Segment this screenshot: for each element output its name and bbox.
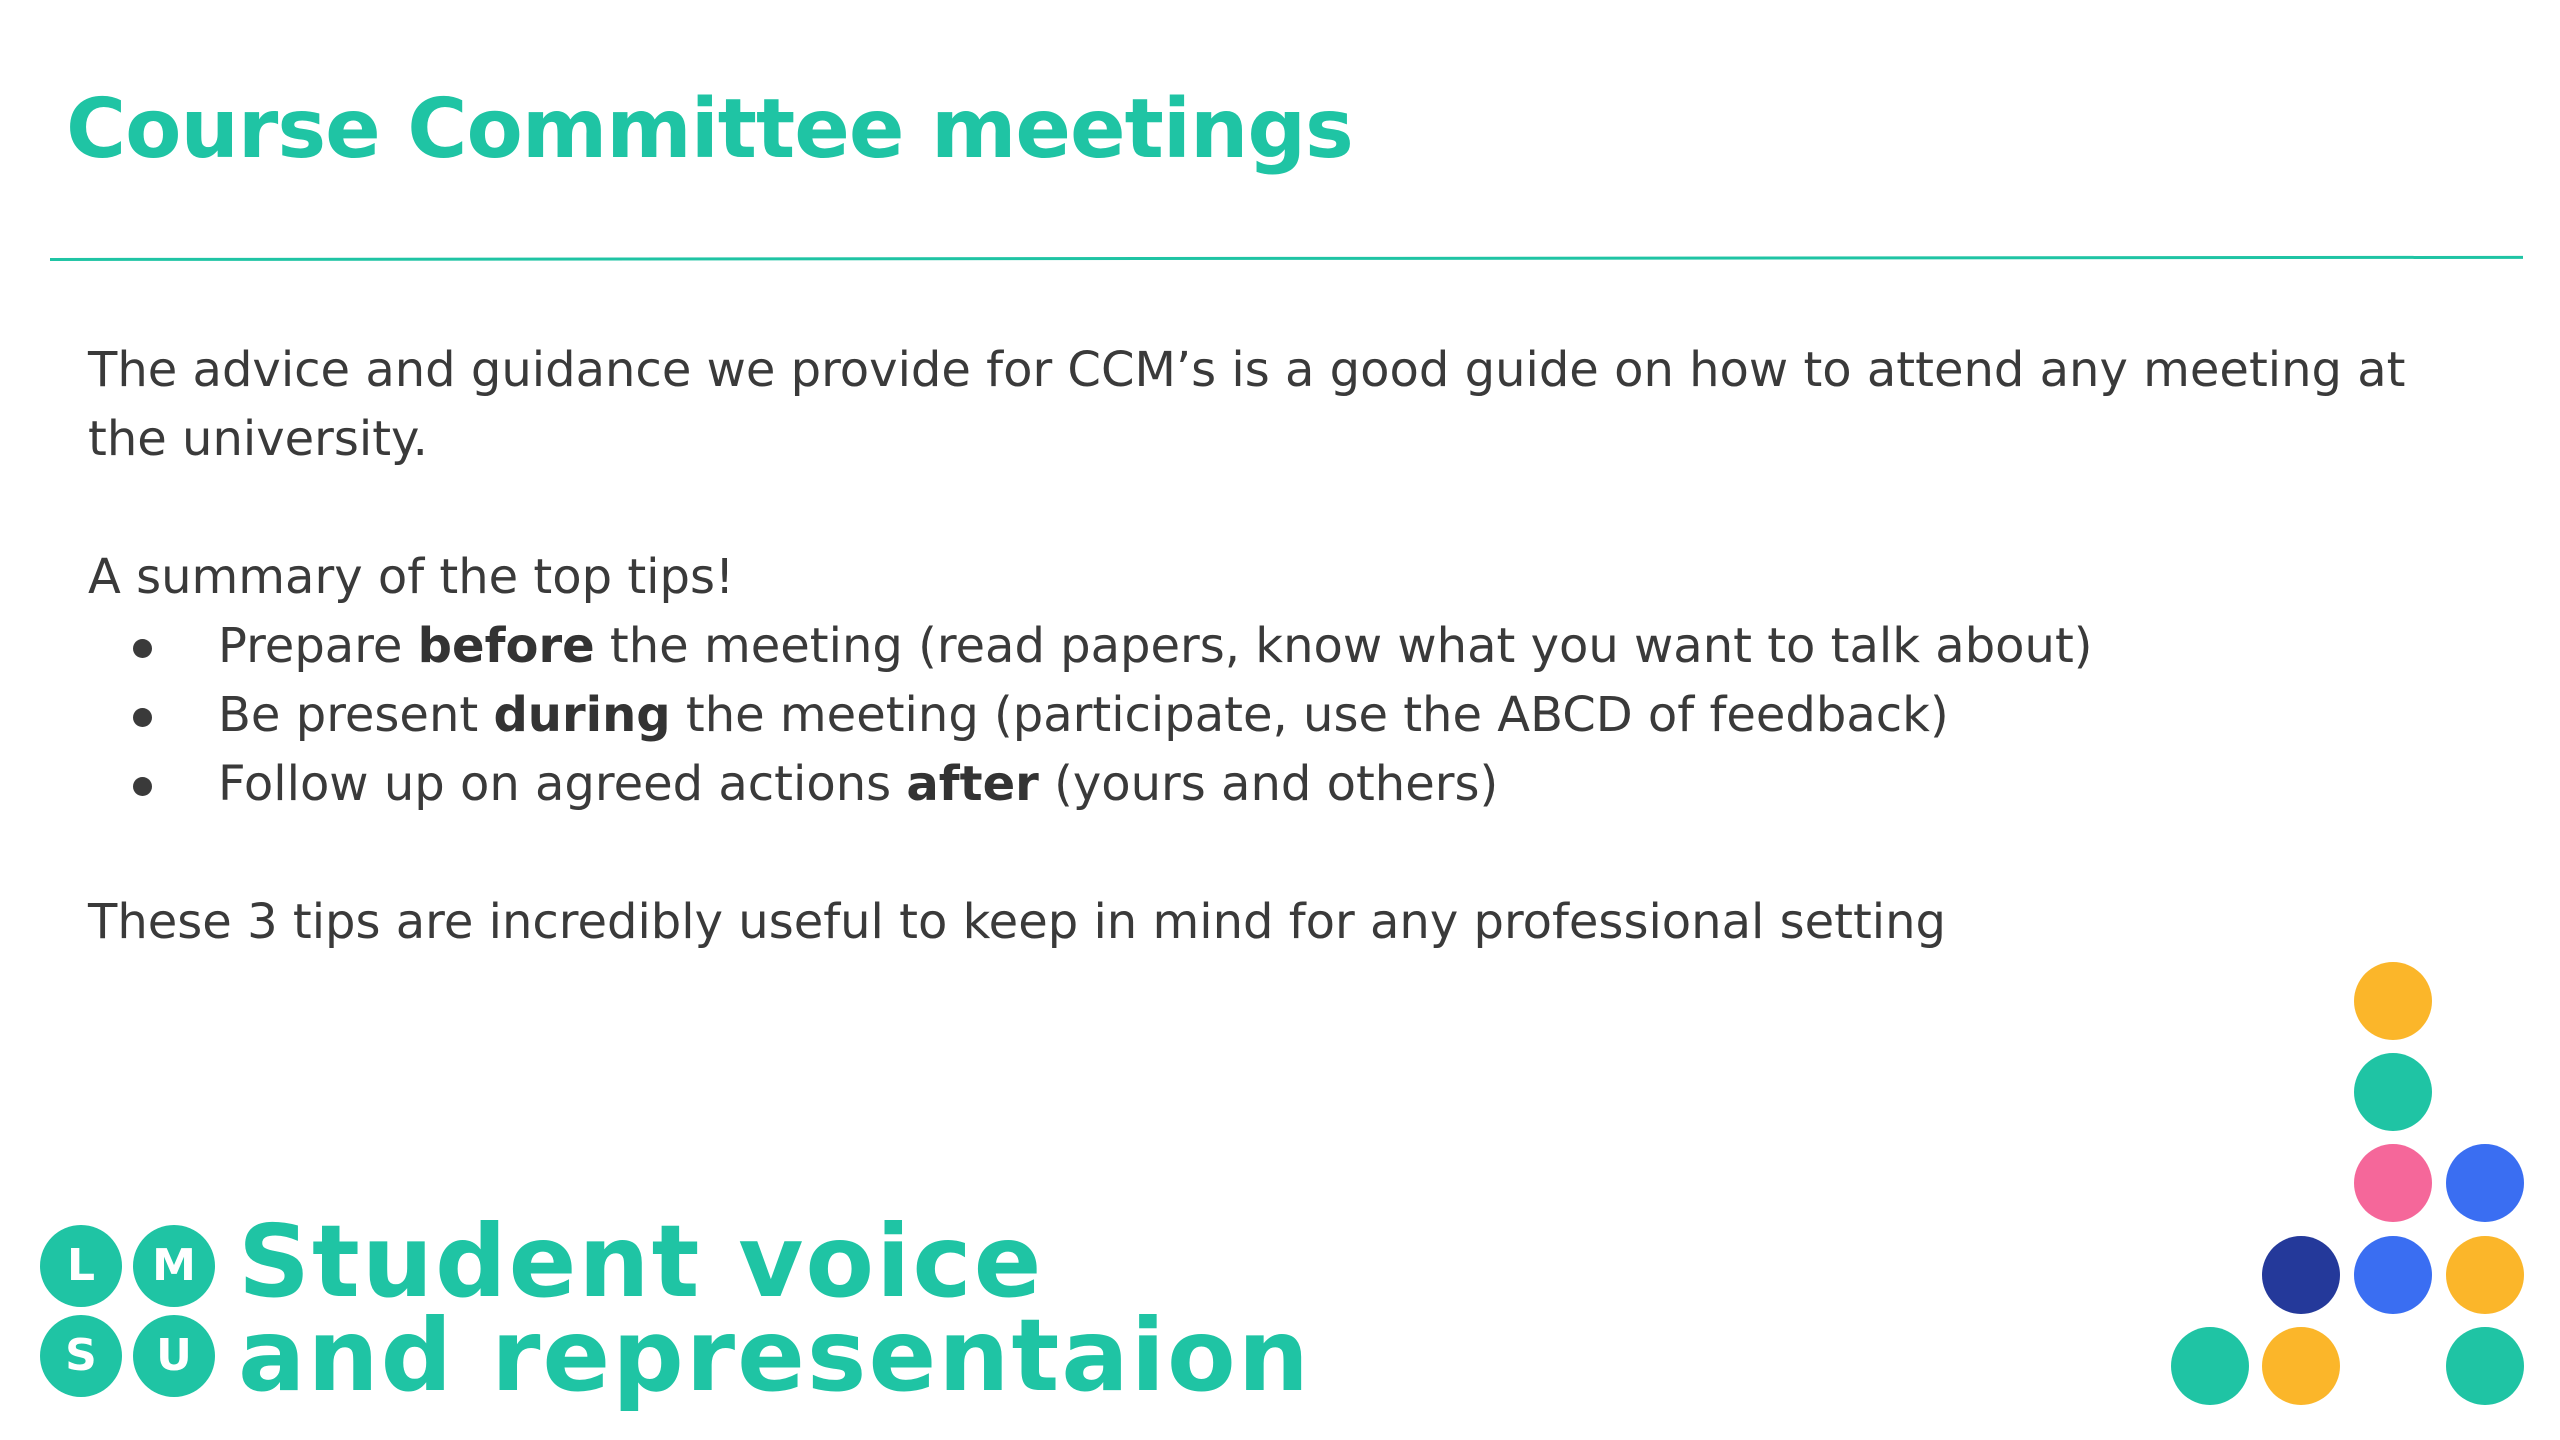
decorative-dot-teal — [2171, 1327, 2249, 1405]
decorative-dot-blue — [2354, 1236, 2432, 1314]
logo-text-line-1: Student voice — [238, 1203, 1044, 1320]
tip-emphasis: after — [906, 756, 1039, 812]
tip-emphasis: during — [493, 687, 671, 743]
logo-letter-l: L — [40, 1225, 122, 1307]
tip-text: Prepare — [218, 618, 418, 674]
bullet-icon — [133, 639, 152, 658]
tip-text: (yours and others) — [1038, 756, 1499, 812]
decorative-dot-teal — [2354, 1053, 2432, 1131]
summary-heading: A summary of the top tips! — [88, 549, 735, 605]
decorative-dot-navy — [2262, 1236, 2340, 1314]
logo-letter-m: M — [133, 1225, 215, 1307]
decorative-dot-yellow — [2262, 1327, 2340, 1405]
logo-text-line-2: and representaion — [238, 1297, 1311, 1414]
title-divider — [50, 256, 2523, 261]
logo-letter-s: S — [40, 1315, 122, 1397]
decorative-dot-pink — [2354, 1144, 2432, 1222]
tip-text: Follow up on agreed actions — [218, 756, 907, 812]
slide-title: Course Committee meetings — [66, 82, 1353, 177]
tips-list — [88, 612, 2468, 819]
bullet-icon — [133, 708, 152, 727]
tip-item-after — [88, 750, 2468, 819]
decorative-dot-teal — [2446, 1327, 2524, 1405]
bullet-icon — [133, 777, 152, 796]
paragraph-spacer — [88, 474, 2468, 543]
intro-paragraph: The advice and guidance we provide for CCM’s is a good guide on how to attend any meeting at the university. — [88, 342, 2406, 467]
slide-body — [88, 336, 2468, 957]
decorative-dot-yellow — [2446, 1236, 2524, 1314]
logo-letter-u: U — [133, 1315, 215, 1397]
decorative-dot-blue — [2446, 1144, 2524, 1222]
tip-emphasis: before — [417, 618, 595, 674]
lmsu-logo — [40, 1203, 1311, 1414]
tip-text: the meeting (read papers, know what you want to talk about) — [594, 618, 2093, 674]
paragraph-spacer — [88, 819, 2468, 888]
tip-text: Be present — [218, 687, 494, 743]
tip-item-before — [88, 612, 2468, 681]
tip-text: the meeting (participate, use the ABCD of feedback) — [670, 687, 1949, 743]
decorative-dot-yellow — [2354, 962, 2432, 1040]
closing-paragraph: These 3 tips are incredibly useful to keep in mind for any professional setting — [88, 894, 1946, 950]
tip-item-during — [88, 681, 2468, 750]
